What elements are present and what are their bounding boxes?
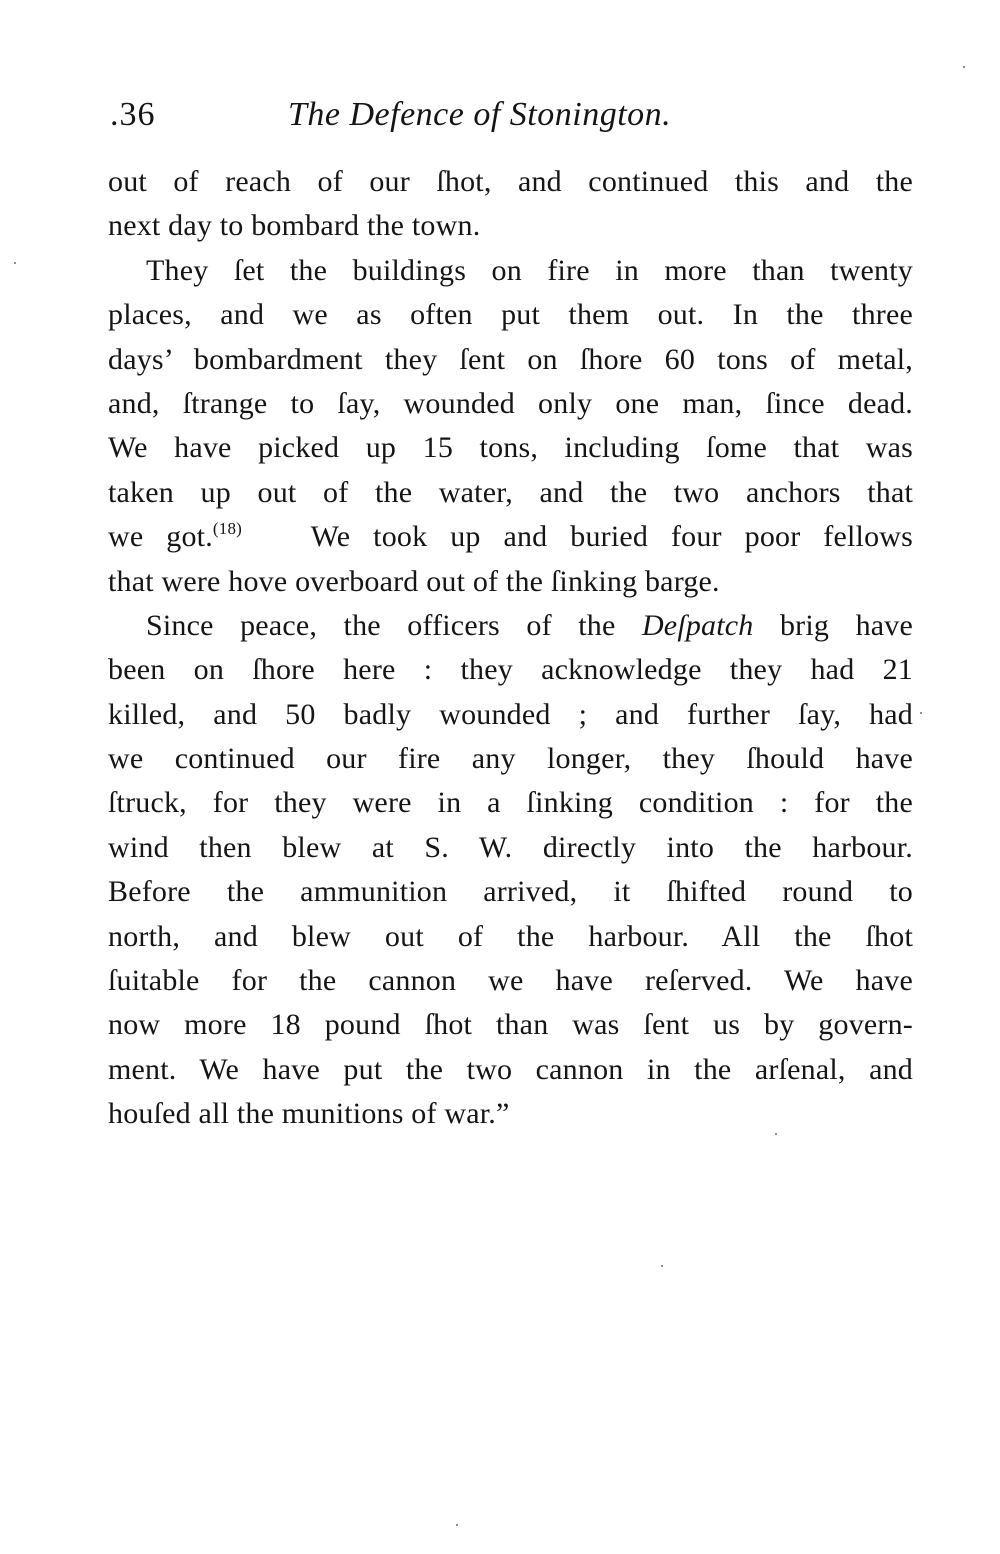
text-line: now more 18 pound ſhot than was ſent us by govern- — [108, 1008, 913, 1042]
text-line: ſuitable for the cannon we have reſerved. We have — [108, 964, 913, 998]
text-line: days’ bombardment they ſent on ſhore 60 tons of metal, — [108, 342, 913, 376]
paper-speck — [775, 1133, 777, 1135]
text-line: been on ſhore here : they acknowledge they had 21 — [108, 653, 913, 687]
text-line: taken up out of the water, and the two anchors that — [108, 475, 913, 509]
paper-speck — [456, 1524, 458, 1526]
line-segment: We took up and buried four poor fellows — [310, 520, 914, 554]
text-line: Before the ammunition arrived, it ſhifted round to — [108, 875, 913, 909]
text-line: ſtruck, for they were in a ſinking condition : for the — [108, 786, 913, 820]
text-line: They ſet the buildings on fire in more than twenty — [146, 253, 913, 287]
page-header — [108, 90, 913, 146]
running-title: The Defence of Stonington. — [288, 96, 672, 133]
paper-speck — [661, 1265, 663, 1267]
body-text — [108, 160, 913, 1137]
footnote-reference: (18) — [212, 519, 243, 539]
text-line: out of reach of our ſhot, and continued this and the — [108, 165, 913, 198]
text-line: We have picked up 15 tons, including ſome that was — [108, 431, 913, 465]
text-line: and, ſtrange to ſay, wounded only one man, ſince dead. — [108, 386, 913, 420]
text-line: wind then blew at S. W. directly into the harbour. — [108, 830, 913, 864]
paper-speck — [963, 66, 965, 68]
text-line-with-footnote — [108, 515, 913, 559]
text-line: killed, and 50 badly wounded ; and further ſay, had — [108, 697, 913, 731]
text-line: we continued our fire any longer, they ſhould have — [108, 742, 913, 776]
page-number: .36 — [110, 96, 156, 133]
text-line: that were hove overboard out of the ſinking barge. — [108, 564, 720, 598]
paper-speck — [14, 262, 16, 264]
line-segment: brig have — [779, 608, 913, 642]
line-segment: we got. — [108, 520, 213, 554]
line-segment: Since peace, the officers of the — [146, 608, 616, 642]
text-line: ment. We have put the two cannon in the arſenal, and — [108, 1052, 913, 1086]
text-line-with-ship-name — [108, 604, 913, 648]
text-line: north, and blew out of the harbour. All the ſhot — [108, 919, 913, 953]
paper-speck — [920, 712, 922, 714]
text-line: places, and we as often put them out. In the three — [108, 298, 913, 332]
ship-name: Deſpatch — [641, 608, 754, 642]
text-line: houſed all the munitions of war.” — [108, 1097, 510, 1131]
text-line: next day to bombard the town. — [108, 209, 481, 243]
